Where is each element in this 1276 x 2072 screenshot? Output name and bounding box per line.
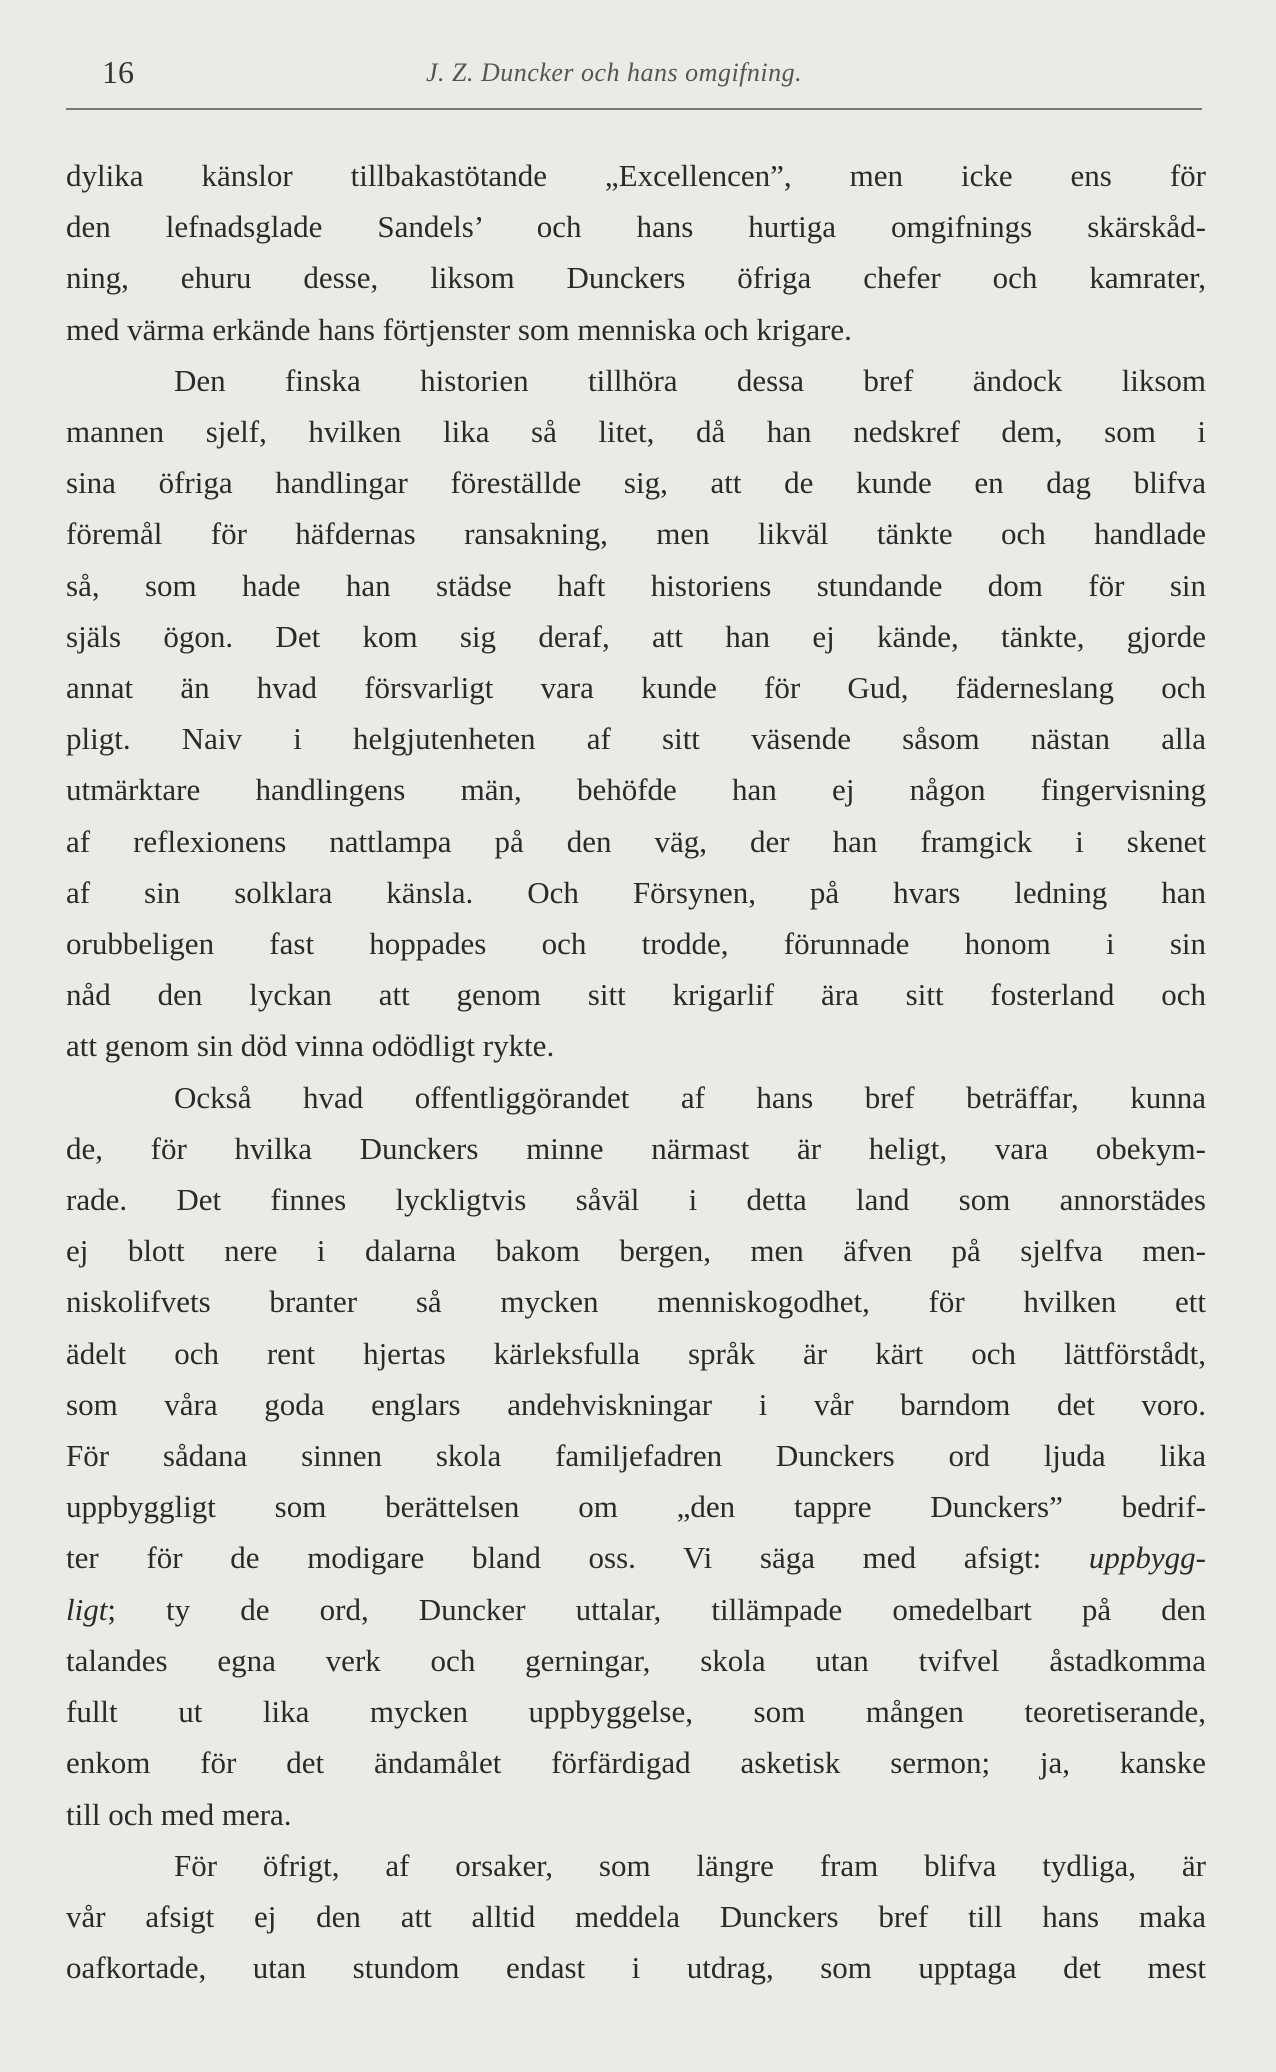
text-line: ädelt och rent hjertas kärleksfulla språk är kärt och lättförstådt, bbox=[66, 1335, 1206, 1371]
text-line: att genom sin död vinna odödligt rykte. bbox=[66, 1028, 555, 1064]
text-line: själs ögon. Det kom sig deraf, att han ej kände, tänkte, gjorde bbox=[66, 618, 1206, 654]
text-line: För sådana sinnen skola familjefadren Dunckers ord ljuda lika bbox=[66, 1438, 1206, 1474]
page-number: 16 bbox=[102, 54, 134, 90]
running-head: J. Z. Duncker och hans omgifning. bbox=[426, 58, 803, 87]
text-line: nåd den lyckan att genom sitt krigarlif ära sitt fosterland och bbox=[66, 977, 1206, 1013]
emphasis-text: ligt bbox=[66, 1591, 108, 1627]
text-line: ter för de modigare bland oss. Vi säga med afsigt: uppbygg- bbox=[66, 1540, 1206, 1576]
header-rule bbox=[66, 108, 1202, 110]
text-line: ej blott nere i dalarna bakom bergen, men äfven på sjelfva men- bbox=[66, 1233, 1206, 1269]
body-text bbox=[66, 150, 1206, 1993]
text-line: oafkortade, utan stundom endast i utdrag, som upptaga det mest bbox=[66, 1950, 1206, 1986]
text-line: mannen sjelf, hvilken lika så litet, då han nedskref dem, som i bbox=[66, 414, 1206, 450]
text-line: niskolifvets branter så mycken menniskogodhet, för hvilken ett bbox=[66, 1284, 1206, 1320]
text-line: ligt; ty de ord, Duncker uttalar, tillämpade omedelbart på den bbox=[66, 1591, 1206, 1627]
text-line: utmärktare handlingens män, behöfde han ej någon fingervisning bbox=[66, 772, 1206, 808]
text-line: af reflexionens nattlampa på den väg, der han framgick i skenet bbox=[66, 823, 1206, 859]
text-line: enkom för det ändamålet förfärdigad asketisk sermon; ja, kanske bbox=[66, 1745, 1206, 1781]
text-line: Också hvad offentliggörandet af hans bref beträffar, kunna bbox=[174, 1079, 1206, 1115]
paragraph-3 bbox=[66, 1072, 1206, 1840]
text-line: så, som hade han städse haft historiens stundande dom för sin bbox=[66, 567, 1206, 603]
text-line: ning, ehuru desse, liksom Dunckers öfriga chefer och kamrater, bbox=[66, 260, 1206, 296]
text-line: uppbyggligt som berättelsen om „den tappre Dunckers” bedrif- bbox=[66, 1489, 1206, 1525]
paragraph-4 bbox=[66, 1840, 1206, 1994]
text-line: Den finska historien tillhöra dessa bref ändock liksom bbox=[174, 362, 1206, 398]
text-line: För öfrigt, af orsaker, som längre fram blifva tydliga, är bbox=[174, 1847, 1206, 1883]
emphasis-text: uppbygg- bbox=[1088, 1540, 1206, 1576]
text-line: pligt. Naiv i helgjutenheten af sitt väsende såsom nästan alla bbox=[66, 721, 1206, 757]
text-line: vår afsigt ej den att alltid meddela Dunckers bref till hans maka bbox=[66, 1898, 1206, 1934]
text-line: orubbeligen fast hoppades och trodde, förunnade honom i sin bbox=[66, 926, 1206, 962]
text-line: rade. Det finnes lyckligtvis såväl i detta land som annorstädes bbox=[66, 1182, 1206, 1218]
text-line: af sin solklara känsla. Och Försynen, på hvars ledning han bbox=[66, 874, 1206, 910]
text-line: fullt ut lika mycken uppbyggelse, som mången teoretiserande, bbox=[66, 1694, 1206, 1730]
paragraph-2 bbox=[66, 355, 1206, 1072]
text-line: talandes egna verk och gerningar, skola utan tvifvel åstadkomma bbox=[66, 1642, 1206, 1678]
text-line: dylika känslor tillbakastötande „Excellencen”, men icke ens för bbox=[66, 158, 1206, 193]
text-line: som våra goda englars andehviskningar i vår barndom det voro. bbox=[66, 1386, 1206, 1422]
text-line: annat än hvad försvarligt vara kunde för Gud, fäderneslang och bbox=[66, 670, 1206, 706]
text-line: den lefnadsglade Sandels’ och hans hurtiga omgifnings skärskåd- bbox=[66, 209, 1206, 245]
paragraph-1 bbox=[66, 150, 1206, 355]
page-header bbox=[66, 52, 1202, 96]
text-line: föremål för häfdernas ransakning, men likväl tänkte och handlade bbox=[66, 516, 1206, 552]
text-line: till och med mera. bbox=[66, 1796, 292, 1832]
text-line: sina öfriga handlingar föreställde sig, att de kunde en dag blifva bbox=[66, 465, 1206, 501]
text-line: de, för hvilka Dunckers minne närmast är heligt, vara obekym- bbox=[66, 1130, 1206, 1166]
text-line: med värma erkände hans förtjenster som menniska och krigare. bbox=[66, 311, 852, 347]
